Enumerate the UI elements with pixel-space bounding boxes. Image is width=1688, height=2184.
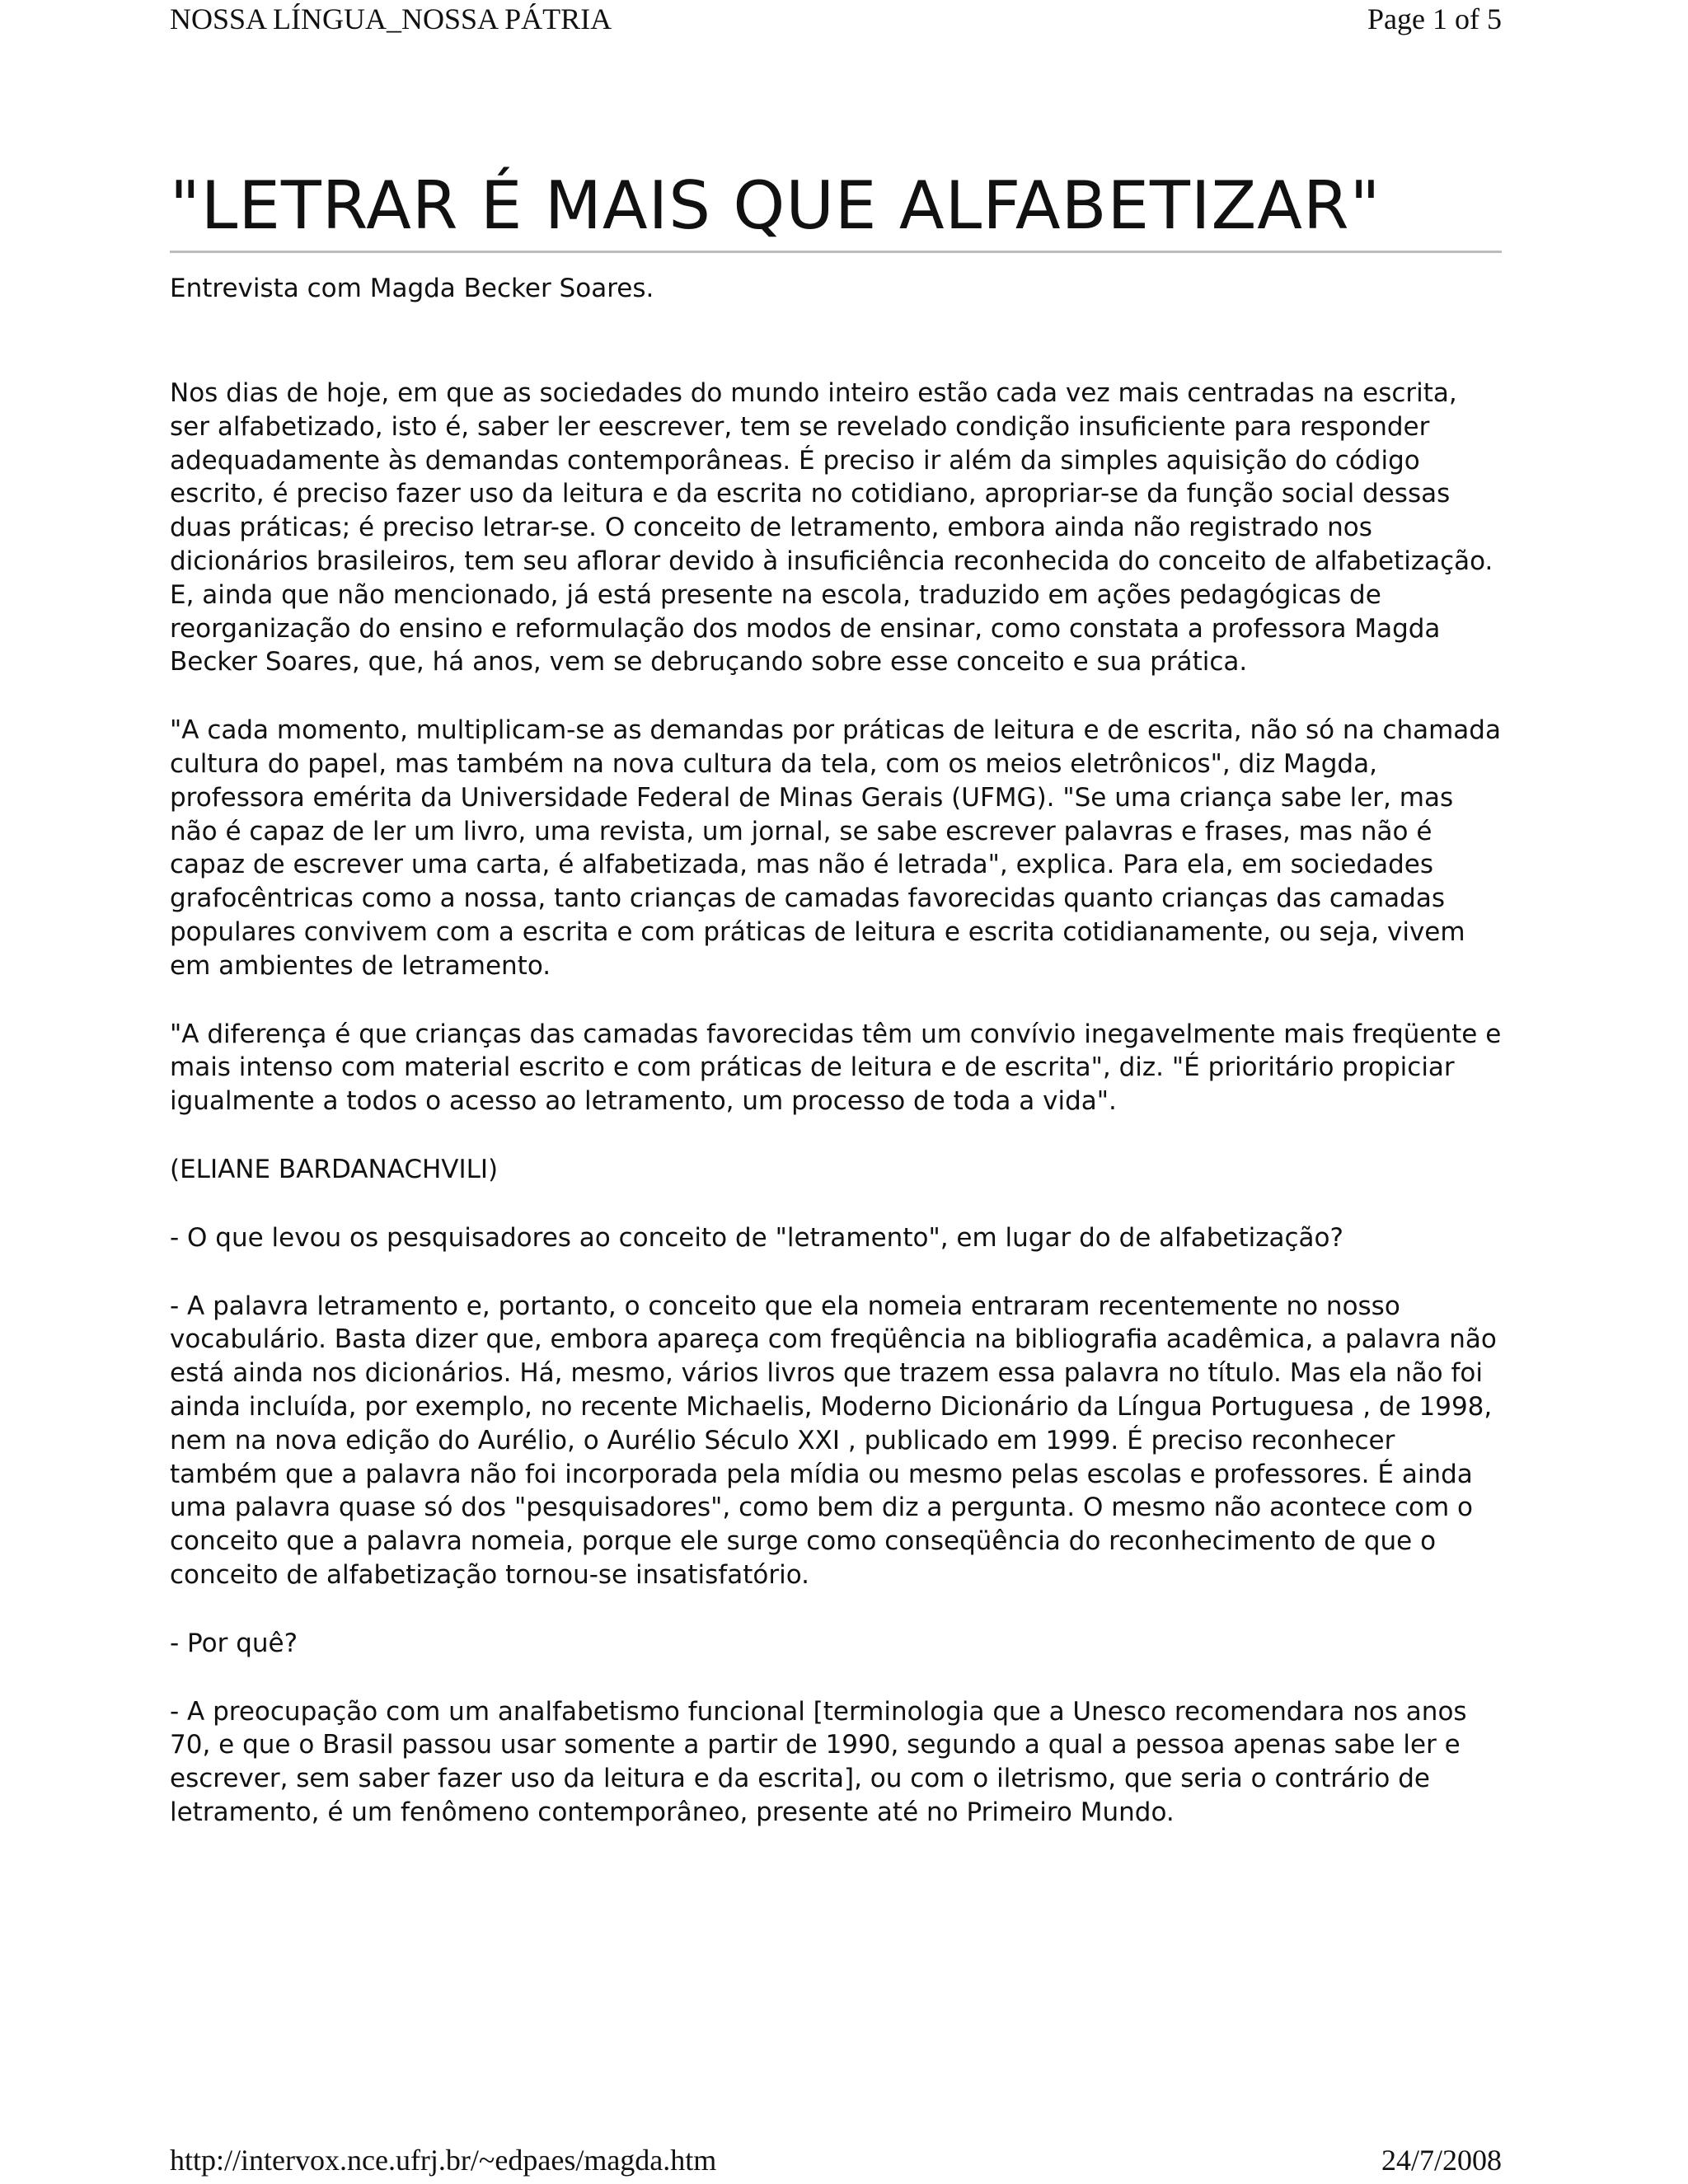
paragraph-question-2: - Por quê? — [170, 1628, 298, 1658]
paragraph-byline: (ELIANE BARDANACHVILI) — [170, 1154, 499, 1184]
footer-url: http://intervox.nce.ufrj.br/~edpaes/magda.htm — [170, 2144, 717, 2177]
paragraph-quote-1: "A cada momento, multiplicam-se as demandas por práticas de leitura e de escrita, não só na chamada cultura do papel, mas também na nova cultura da tela, com os meios eletrônicos", diz Magda, professora emérita da Universidade Federal de Minas Gerais (UFMG). "Se uma criança sabe ler, mas não é capaz de ler um livro, uma revista, um jornal, se sabe escrever palavras e frases, mas não é capaz de escrever uma carta, é alfabetizada, mas não é letrada", explica. Para ela, em sociedades grafocêntricas como a nossa, tanto crianças de camadas favorecidas quanto crianças das camadas populares convivem com a escrita e com práticas de leitura e escrita cotidianamente, ou seja, vivem em ambientes de letramento. — [170, 715, 1501, 981]
page-title: "LETRAR É MAIS QUE ALFABETIZAR" — [170, 167, 1381, 244]
article — [170, 163, 1502, 1864]
header-page-number: Page 1 of 5 — [1367, 2, 1502, 35]
footer-date: 24/7/2008 — [1381, 2144, 1502, 2177]
header-site-title: NOSSA LÍNGUA_NOSSA PÁTRIA — [170, 2, 612, 35]
paragraph-question-1: - O que levou os pesquisadores ao conceito de "letramento", em lugar do de alfabetização? — [170, 1222, 1343, 1253]
paragraph-answer-2: - A preocupação com um analfabetismo funcional [terminologia que a Unesco recomendara nos anos 70, e que o Brasil passou usar somente a partir de 1990, segundo a qual a pessoa apenas sabe ler e escrever, sem saber fazer uso da leitura e da escrita], ou com o iletrismo, que seria o contrário de letramento, é um fenômeno contemporâneo, presente até no Primeiro Mundo. — [170, 1696, 1467, 1827]
paragraph-answer-1: - A palavra letramento e, portanto, o conceito que ela nomeia entraram recentemente no nosso vocabulário. Basta dizer que, embora apareça com freqüência na bibliografia acadêmica, a palavra não está ainda nos dicionários. Há, mesmo, vários livros que trazem essa palavra no título. Mas ela não foi ainda incluída, por exemplo, no recente Michaelis, Moderno Dicionário da Língua Portuguesa , de 1998, nem na nova edição do Aurélio, o Aurélio Século XXI , publicado em 1999. É preciso reconhecer também que a palavra não foi incorporada pela mídia ou mesmo pelas escolas e professores. É ainda uma palavra quase só dos "pesquisadores", como bem diz a pergunta. O mesmo não acontece com o conceito que a palavra nomeia, porque ele surge como conseqüência do reconhecimento de que o conceito de alfabetização tornou-se insatisfatório. — [170, 1291, 1497, 1590]
print-footer — [170, 2141, 1502, 2182]
title-divider — [170, 251, 1502, 253]
article-subtitle: Entrevista com Magda Becker Soares. — [170, 274, 654, 303]
article-body — [170, 377, 1502, 1830]
print-header — [170, 0, 1502, 41]
paragraph-intro: Nos dias de hoje, em que as sociedades do mundo inteiro estão cada vez mais centradas na escrita, ser alfabetizado, isto é, saber ler eescrever, tem se revelado condição insuficiente para responder adequadamente às demandas contemporâneas. É preciso ir além da simples aquisição do código escrito, é preciso fazer uso da leitura e da escrita no cotidiano, apropriar-se da função social dessas duas práticas; é preciso letrar-se. O conceito de letramento, embora ainda não registrado nos dicionários brasileiros, tem seu aflorar devido à insuficiência reconhecida do conceito de alfabetização. E, ainda que não mencionado, já está presente na escola, traduzido em ações pedagógicas de reorganização do ensino e reformulação dos modos de ensinar, como constata a professora Magda Becker Soares, que, há anos, vem se debruçando sobre esse conceito e sua prática. — [170, 378, 1493, 677]
paragraph-quote-2: "A diferença é que crianças das camadas favorecidas têm um convívio inegavelmente mais freqüente e mais intenso com material escrito e com práticas de leitura e de escrita", diz. "É prioritário propiciar igualmente a todos o acesso ao letramento, um processo de toda a vida". — [170, 1019, 1502, 1117]
